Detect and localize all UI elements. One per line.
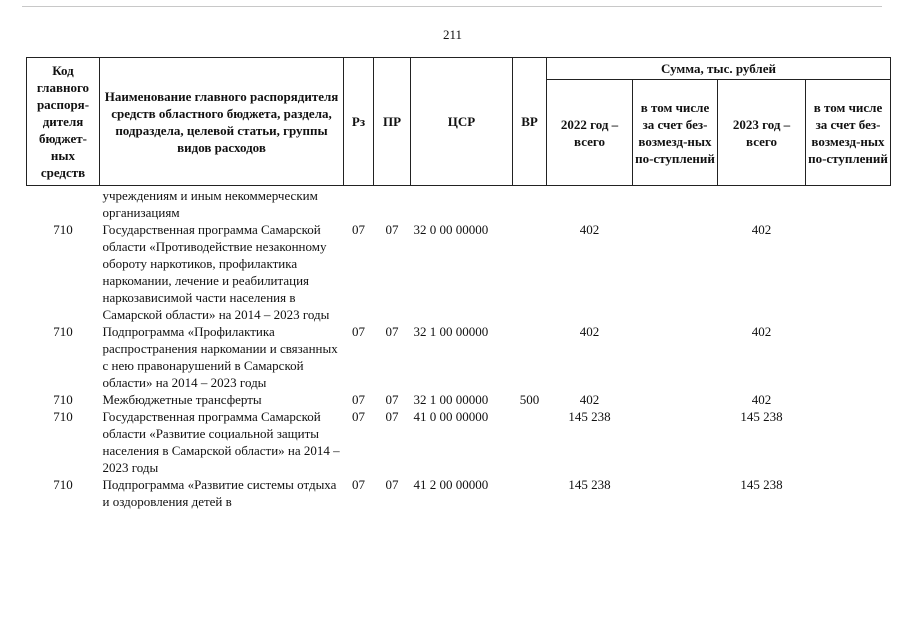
- table-row: [27, 408, 891, 476]
- table-row: [27, 186, 891, 222]
- table-body: [27, 186, 891, 511]
- cell-code: 710: [53, 222, 73, 237]
- cell-pr: 07: [385, 392, 399, 407]
- cell-vr: [513, 221, 547, 323]
- cell-csr: 32 1 00 00000: [413, 324, 489, 339]
- cell-2023-free: [806, 408, 891, 476]
- header-rz: Рз: [344, 58, 374, 186]
- cell-rz: 07: [352, 324, 365, 339]
- cell-2023-free: [806, 221, 891, 323]
- cell-2022-free: [633, 391, 718, 408]
- cell-csr: 41 2 00 00000: [413, 477, 489, 492]
- cell-vr: [513, 476, 547, 510]
- cell-vr: [513, 408, 547, 476]
- top-rule: [22, 6, 882, 7]
- header-vr: ВР: [513, 58, 547, 186]
- cell-code: 710: [53, 409, 73, 424]
- cell-code: 710: [53, 324, 73, 339]
- cell-2023-free: [806, 186, 891, 222]
- cell-2022-free: [633, 323, 718, 391]
- table-row: [27, 221, 891, 323]
- cell-2022-free: [633, 476, 718, 510]
- cell-csr: 32 1 00 00000: [413, 392, 489, 407]
- cell-csr: 41 0 00 00000: [413, 409, 489, 424]
- cell-vr: [513, 186, 547, 222]
- cell-vr: 500: [519, 392, 540, 407]
- cell-rz: 07: [352, 222, 365, 237]
- table-header: [27, 58, 891, 186]
- cell-2022-free: [633, 408, 718, 476]
- header-csr: ЦСР: [411, 58, 513, 186]
- table-row: [27, 323, 891, 391]
- cell-vr: [513, 323, 547, 391]
- cell-pr: 07: [385, 324, 399, 339]
- cell-csr: 32 0 00 00000: [413, 222, 489, 237]
- header-2023-free: в том числе за счет без-возмезд-ных по-ступлений: [806, 80, 891, 186]
- cell-2022-total: 402: [579, 222, 600, 237]
- cell-rz: 07: [352, 409, 365, 424]
- cell-2023-total: [718, 186, 806, 222]
- cell-pr: 07: [385, 222, 399, 237]
- cell-code: 710: [53, 392, 73, 407]
- cell-rz: 07: [352, 477, 365, 492]
- budget-table: [26, 57, 891, 510]
- header-sum: Сумма, тыс. рублей: [547, 58, 891, 80]
- cell-rz: 07: [352, 392, 365, 407]
- cell-pr: 07: [385, 477, 399, 492]
- header-2023-total: 2023 год – всего: [718, 80, 806, 186]
- cell-2023-free: [806, 476, 891, 510]
- cell-2023-total: 402: [751, 392, 772, 407]
- cell-name: Государственная программа Самарской области «Противодействие незаконному обороту наркотиков, профилактика наркомании, лечение и реабилитация наркозависимой части населения в Самарской области» на 2014 – 2023 годы: [102, 222, 330, 322]
- cell-name: учреждениям и иным некоммерческим организациям: [102, 188, 318, 220]
- cell-2022-total: 402: [579, 392, 600, 407]
- table-row: [27, 391, 891, 408]
- cell-name: Подпрограмма «Развитие системы отдыха и оздоровления детей в: [102, 477, 337, 509]
- cell-2023-free: [806, 323, 891, 391]
- cell-2022-total: [547, 186, 633, 222]
- cell-name: Межбюджетные трансферты: [102, 392, 262, 407]
- header-2022-free: в том числе за счет без-возмезд-ных по-ступлений: [633, 80, 718, 186]
- cell-2023-total: 402: [751, 222, 772, 237]
- cell-2022-total: 402: [579, 324, 600, 339]
- cell-code: 710: [53, 477, 73, 492]
- cell-name: Государственная программа Самарской области «Развитие социальной защиты населения в Самарской области» на 2014 – 2023 годы: [102, 409, 340, 475]
- cell-2022-free: [633, 186, 718, 222]
- cell-2023-total: 402: [751, 324, 772, 339]
- table-row: [27, 476, 891, 510]
- page-number: 211: [442, 27, 463, 42]
- header-name: Наименование главного распорядителя средств областного бюджета, раздела, подраздела, целевой статьи, группы видов расходов: [100, 58, 344, 186]
- cell-csr: [411, 186, 513, 222]
- cell-2022-total: 145 238: [568, 477, 611, 492]
- cell-2022-free: [633, 221, 718, 323]
- cell-2023-free: [806, 391, 891, 408]
- header-2022-total: 2022 год – всего: [547, 80, 633, 186]
- cell-pr: [374, 186, 411, 222]
- cell-2023-total: 145 238: [740, 409, 783, 424]
- cell-pr: 07: [385, 409, 399, 424]
- cell-name: Подпрограмма «Профилактика распространения наркомании и связанных с нею правонарушений в Самарской области» на 2014 – 2023 годы: [102, 324, 338, 390]
- cell-2023-total: 145 238: [740, 477, 783, 492]
- cell-rz: [344, 186, 374, 222]
- header-pr: ПР: [374, 58, 411, 186]
- header-code: Код главного распоря-дителя бюджет-ных средств: [27, 58, 100, 186]
- cell-2022-total: 145 238: [568, 409, 611, 424]
- cell-code: [27, 186, 100, 222]
